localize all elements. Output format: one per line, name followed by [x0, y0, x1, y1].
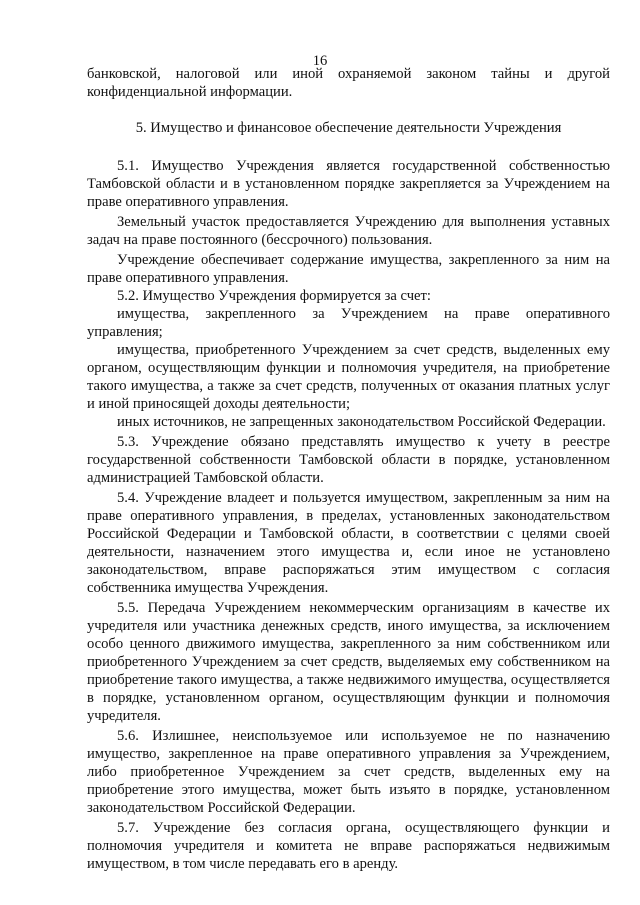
paragraph-5-4: 5.4. Учреждение владеет и пользуется имуществом, закрепленным за ним на праве оперативного управления, в пределах, установленных законодательством Российской Федерации и Тамбовской области, в соответствии с целями своей деятельности, назначением этого имущества и, если иное не установлено законодательством, вправе распоряжаться этим имуществом с согласия собственника имущества Учреждения.	[87, 490, 610, 596]
paragraph-maintenance: Учреждение обеспечивает содержание имущества, закрепленного за ним на праве оперативного управления.	[87, 252, 610, 286]
paragraph-5-5: 5.5. Передача Учреждением некоммерческим организациям в качестве их учредителя или участника денежных средств, иного имущества, за исключением особо ценного движимого имущества, закрепленного за ним собственником или приобретенного Учреждением за счет средств, выделяемых ему собственником на приобретение такого имущества, а также недвижимого имущества, осуществляется в порядке, установленном органом, осуществляющим функции и полномочия учредителя.	[87, 600, 610, 724]
paragraph-land: Земельный участок предоставляется Учреждению для выполнения уставных задач на праве постоянного (бессрочного) пользования.	[87, 214, 610, 248]
paragraph-continuation: банковской, налоговой или иной охраняемой законом тайны и другой конфиденциальной информации.	[87, 66, 610, 100]
paragraph-5-2-item-2: имущества, приобретенного Учреждением за счет средств, выделенных ему органом, осуществляющим функции и полномочия учредителя, на приобретение такого имущества, а также за счет средств, полученных от оказания платных услуг и иной приносящей доходы деятельности;	[87, 342, 610, 412]
document-body	[87, 65, 610, 873]
paragraph-5-2: 5.2. Имущество Учреждения формируется за счет:	[117, 288, 431, 304]
paragraph-5-2-item-1: имущества, закрепленного за Учреждением на праве оперативного управления;	[87, 306, 610, 340]
paragraph-5-1: 5.1. Имущество Учреждения является государственной собственностью Тамбовской области и в установленном порядке закрепляется за Учреждением на праве оперативного управления.	[87, 158, 610, 210]
paragraph-5-3: 5.3. Учреждение обязано представлять имущество к учету в реестре государственной собственности Тамбовской области в порядке, установленном администрацией Тамбовской области.	[87, 434, 610, 486]
paragraph-5-7: 5.7. Учреждение без согласия органа, осуществляющего функции и полномочия учредителя и комитета не вправе распоряжаться недвижимым имуществом, в том числе передавать его в аренду.	[87, 820, 610, 872]
section-heading: 5. Имущество и финансовое обеспечение деятельности Учреждения	[135, 120, 562, 136]
paragraph-5-2-item-3: иных источников, не запрещенных законодательством Российской Федерации.	[117, 414, 606, 430]
page-number: 16	[312, 53, 328, 69]
paragraph-5-6: 5.6. Излишнее, неиспользуемое или используемое не по назначению имущество, закрепленное на праве оперативного управления за Учреждением, либо приобретенное Учреждением за счет средств, выделенных ему на приобретение этого имущества, может быть изъято в порядке, установленном законодательством Российской Федерации.	[87, 728, 610, 816]
